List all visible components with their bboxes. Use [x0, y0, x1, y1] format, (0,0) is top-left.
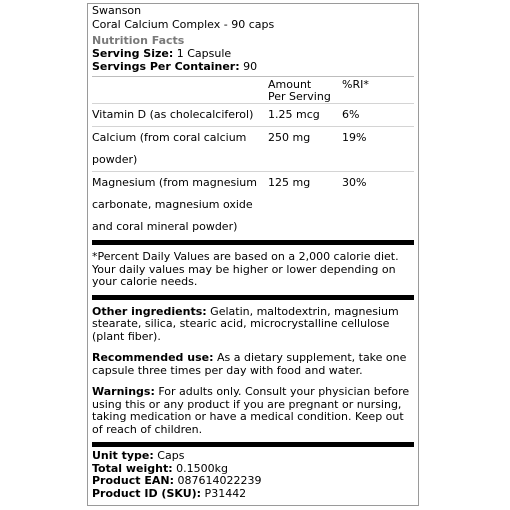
other-ingredients-text: (plant fiber).	[92, 329, 161, 343]
total-weight-label: Total weight:	[92, 461, 173, 475]
nutrient-name	[92, 127, 268, 172]
product-ean-value: 087614022239	[174, 474, 262, 487]
header-ri: %RI*	[342, 78, 369, 91]
recommended-use-text: capsule three times per day with food and water.	[92, 363, 363, 377]
nutrient-name-line: and coral mineral powder)	[92, 220, 238, 233]
nutrient-name	[92, 104, 268, 127]
serving-size-label: Serving Size:	[92, 47, 174, 60]
product-ean-label: Product EAN:	[92, 474, 174, 487]
header-amount-line2: Per Serving	[268, 90, 331, 103]
nutrient-name-line: Calcium (from coral calcium	[92, 131, 247, 144]
warnings-text: For adults only. Consult your physician before	[154, 385, 410, 398]
nutrient-name-line: Magnesium (from magnesium	[92, 176, 257, 189]
nutrient-name	[92, 172, 268, 239]
servings-per-container-label: Servings Per Container:	[92, 59, 240, 73]
other-ingredients-text: stearate, silica, stearic acid, microcrystalline cellulose	[92, 317, 390, 330]
table-row	[92, 172, 414, 239]
warnings-label: Warnings:	[92, 385, 155, 398]
product-sku-value: P31442	[201, 486, 247, 500]
serving-size-value: 1 Capsule	[176, 47, 232, 60]
recommended-use	[92, 352, 414, 377]
product-name: Coral Calcium Complex - 90 caps	[92, 18, 275, 31]
nutrient-amount: 1.25 mcg	[268, 104, 342, 127]
unit-type-value: Caps	[153, 449, 185, 462]
note-line: Your daily values may be higher or lower depending on	[92, 262, 396, 276]
nutrient-ri: 30%	[342, 172, 414, 239]
nutrient-name-line: Vitamin D (as cholecalciferol)	[92, 108, 254, 121]
header-amount	[268, 79, 342, 104]
header-amount-line1: Amount	[268, 78, 312, 91]
nutrient-amount: 125 mg	[268, 172, 342, 239]
warnings-text: of reach of children.	[92, 422, 203, 436]
warnings-text: using this or any product if you are pregnant or nursing,	[92, 397, 402, 411]
other-ingredients-text: Gelatin, maltodextrin, magnesium	[206, 304, 399, 318]
product-sku-label: Product ID (SKU):	[92, 486, 202, 500]
nutrient-ri: 19%	[342, 127, 414, 172]
table-header-row	[92, 79, 414, 104]
other-ingredients	[92, 306, 414, 344]
other-ingredients-label: Other ingredients:	[92, 304, 207, 318]
warnings-text: taking medication or have a medical condition. Keep out	[92, 410, 404, 423]
recommended-use-text: As a dietary supplement, take one	[213, 351, 407, 364]
facts-title: Nutrition Facts	[92, 34, 185, 47]
unit-type-label: Unit type:	[92, 449, 154, 462]
brand-name: Swanson	[92, 4, 142, 17]
note-line: your calorie needs.	[92, 275, 198, 288]
servings-per-container	[92, 61, 414, 74]
thick-divider	[92, 295, 414, 300]
product-meta	[92, 447, 414, 500]
nutrition-label	[87, 3, 419, 506]
nutrient-ri: 6%	[342, 104, 414, 127]
nutrient-name-line: powder)	[92, 153, 138, 166]
product-sku	[92, 488, 414, 501]
nutrient-name-line: carbonate, magnesium oxide	[92, 198, 253, 211]
nutrient-table	[92, 79, 414, 238]
daily-values-note	[92, 245, 414, 295]
servings-per-container-value: 90	[243, 59, 258, 73]
total-weight-value: 0.1500kg	[172, 461, 228, 475]
header-nutrient	[92, 79, 268, 104]
recommended-use-label: Recommended use:	[92, 351, 214, 364]
table-row	[92, 104, 414, 127]
note-line: *Percent Daily Values are based on a 2,000 calorie diet.	[92, 250, 399, 263]
warnings	[92, 386, 414, 436]
nutrient-amount: 250 mg	[268, 127, 342, 172]
divider	[92, 76, 414, 77]
table-row	[92, 127, 414, 172]
